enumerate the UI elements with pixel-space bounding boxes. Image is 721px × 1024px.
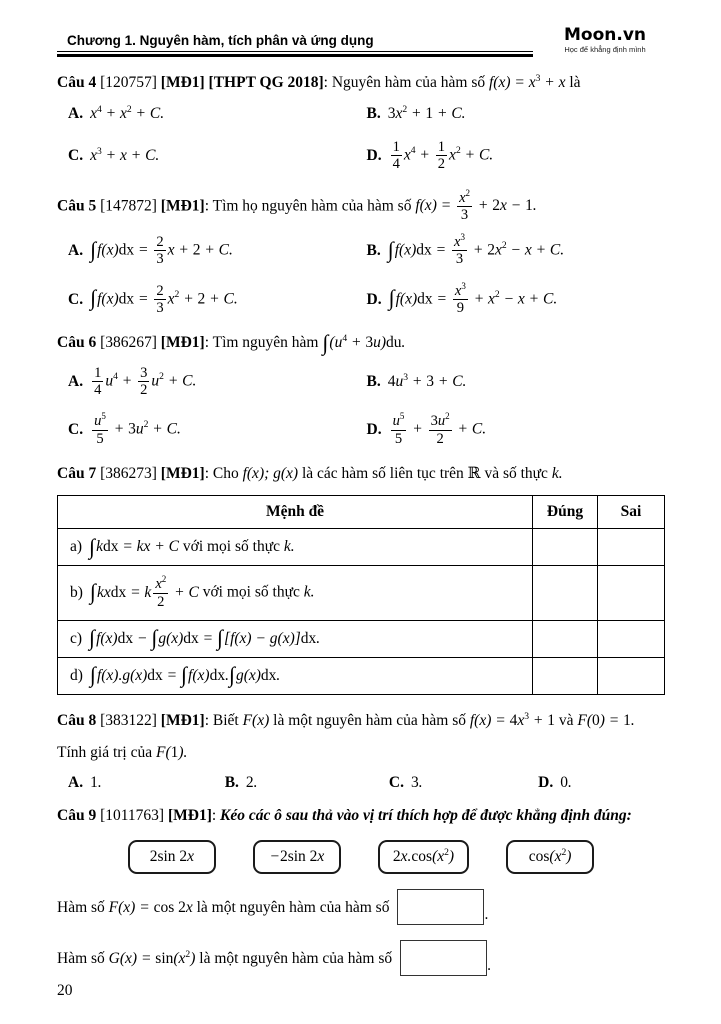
fill-text: Hàm số F(x) = cos 2x là một nguyên hàm của hàm số — [57, 898, 390, 916]
option-formula: $3x^2 + 1 + C$. — [387, 103, 466, 122]
table-row-a — [58, 529, 665, 566]
chip-formula: 2sin 2x — [149, 848, 195, 866]
question-separator: : — [204, 196, 209, 214]
question-code: [386273] — [100, 465, 157, 482]
option-formula: ∫f(x)dx = $\frac{2}{3}$ x + 2 + C. — [90, 234, 233, 268]
question-stem: Nguyên hàm của hàm số $f(x) = x^3 + x$ là — [327, 72, 581, 91]
option-letter: B. — [366, 372, 381, 390]
option-letter: D. — [366, 146, 382, 164]
question-number: Câu 7 — [57, 465, 97, 482]
option-letter: D. — [366, 421, 382, 439]
question-separator: : — [204, 712, 209, 730]
header-rule — [57, 54, 533, 57]
table-row-c — [58, 621, 665, 658]
option-d — [538, 772, 665, 794]
option-c — [68, 412, 367, 448]
question-stem: Tìm họ nguyên hàm của hàm số f(x) = $\frac{x^2}{3}$ + 2x − 1. — [209, 187, 537, 223]
option-a — [68, 103, 367, 125]
question-tags: [MĐ1] — [160, 334, 205, 352]
question-9-title — [57, 805, 665, 827]
sai-answer-cell[interactable] — [598, 621, 665, 658]
drag-chips-row — [57, 840, 665, 874]
option-d — [367, 412, 666, 448]
question-4-title — [57, 72, 665, 94]
question-7-title — [57, 463, 665, 485]
question-8-title — [57, 710, 665, 732]
question-tags: [MĐ1] [THPT QG 2018] — [160, 73, 324, 91]
option-formula: $4u^3 + 3 + C$. — [387, 371, 467, 390]
option-letter: A. — [68, 241, 84, 259]
question-9 — [57, 805, 665, 976]
question-6-title — [57, 329, 665, 355]
chip-formula: $\cos(x^2)$ — [528, 847, 572, 866]
option-letter: A. — [68, 774, 84, 791]
question-code: [1011763] — [100, 807, 165, 824]
question-number: Câu 9 — [57, 807, 97, 824]
option-formula: $\frac{1}{4}$ $x^4$ + $\frac{1}{2}$ $x^2 + C$. — [392, 138, 494, 173]
question-separator: : — [211, 807, 217, 824]
statement-cell — [58, 621, 533, 658]
question-tags: [MĐ1] — [160, 712, 205, 730]
true-false-table — [57, 495, 665, 695]
sai-answer-cell[interactable] — [598, 529, 665, 566]
answer-options — [68, 364, 665, 448]
option-formula: $x^3 + x + C$. — [90, 145, 160, 164]
option-c — [68, 138, 367, 174]
header-left — [57, 26, 533, 57]
question-number: Câu 4 — [57, 73, 97, 91]
drag-chip-4[interactable] — [506, 840, 594, 874]
column-header-sai: Sai — [598, 496, 665, 529]
option-b — [225, 772, 389, 794]
row-label: c) — [70, 630, 83, 648]
column-header-menh-de: Mệnh đề — [58, 496, 533, 529]
option-letter: C. — [68, 290, 84, 308]
statement-text: ∫kxdx = k $\frac{x^2}{2}$ + C với mọi số thực k. — [89, 574, 315, 610]
option-formula: $x^4 + x^2 + C$. — [90, 103, 165, 122]
option-c — [68, 282, 367, 318]
option-letter: C. — [68, 421, 84, 439]
option-letter: D. — [366, 290, 382, 308]
drag-instruction: Kéo các ô sau thả vào vị trí thích hợp để được khẳng định đúng: — [216, 807, 632, 824]
question-4 — [57, 72, 665, 174]
column-header-dung: Đúng — [533, 496, 598, 529]
option-b — [367, 233, 666, 269]
answer-options — [68, 772, 665, 794]
chapter-title: Chương 1. Nguyên hàm, tích phân và ứng dụng — [57, 33, 533, 52]
option-d — [367, 282, 666, 318]
option-letter: A. — [68, 104, 84, 122]
drag-chip-2[interactable] — [253, 840, 341, 874]
answer-options — [68, 233, 665, 317]
question-tags: [MĐ1] — [160, 465, 205, 482]
question-stem: Tìm nguyên hàm $\int(u^4 + 3u)du$. — [209, 329, 406, 355]
question-stem-line2: Tính giá trị của F(1). — [57, 743, 188, 761]
statement-text: ∫f(x).g(x)dx = ∫f(x)dx.∫g(x)dx. — [89, 662, 281, 688]
question-tags: [MĐ1] — [160, 196, 205, 214]
drop-target-box-1[interactable] — [397, 889, 484, 925]
question-separator: : — [204, 465, 209, 482]
option-formula: 2. — [245, 774, 258, 791]
option-formula: 0. — [560, 774, 572, 791]
sai-answer-cell[interactable] — [598, 566, 665, 621]
option-formula: $\frac{u^5}{5}$ + $3u^2 + C$. — [94, 411, 181, 447]
sai-answer-cell[interactable] — [598, 658, 665, 695]
fill-suffix: . — [487, 956, 491, 974]
fill-statement-1 — [57, 889, 665, 925]
question-number: Câu 6 — [57, 334, 97, 352]
chip-formula: $2x.\cos(x^2)$ — [392, 847, 455, 866]
page-header — [57, 26, 665, 57]
statement-cell — [58, 529, 533, 566]
answer-options — [68, 103, 665, 174]
question-5-title — [57, 189, 665, 225]
option-formula: ∫f(x)dx = $\frac{x^3}{9}$ + $x^2 - x + C$. — [388, 280, 558, 317]
statement-text: ∫kdx = kx + C với mọi số thực k. — [89, 533, 295, 559]
chip-formula: −2sin 2x — [269, 848, 325, 866]
option-letter: B. — [224, 774, 239, 791]
question-5 — [57, 189, 665, 318]
dung-answer-cell[interactable] — [533, 621, 598, 658]
table-row-b — [58, 566, 665, 621]
fill-statement-2 — [57, 940, 665, 976]
option-letter: C. — [68, 146, 84, 164]
question-code: [147872] — [100, 196, 157, 214]
row-label: b) — [70, 583, 83, 601]
question-code: [120757] — [100, 73, 157, 91]
option-letter: B. — [366, 241, 381, 259]
page-number: 20 — [57, 982, 73, 999]
question-code: [383122] — [100, 712, 157, 730]
option-letter: B. — [366, 104, 381, 122]
statement-text: ∫f(x)dx − ∫g(x)dx = ∫[f(x) − g(x)]dx. — [89, 625, 321, 651]
question-separator: : — [323, 73, 328, 91]
question-8 — [57, 710, 665, 794]
option-b — [367, 103, 666, 125]
option-formula: 1. — [90, 774, 102, 791]
row-label: d) — [70, 667, 83, 685]
table-header-row — [58, 496, 665, 529]
option-d — [367, 138, 666, 174]
option-a — [68, 364, 367, 400]
option-c — [389, 772, 538, 794]
option-letter: D. — [538, 774, 554, 791]
question-separator: : — [204, 334, 209, 352]
option-b — [367, 364, 666, 400]
drag-chip-3[interactable] — [378, 840, 469, 874]
statement-cell — [58, 566, 533, 621]
question-stem: Biết F(x) là một nguyên hàm của hàm số $f(x) = 4x^3 + 1$ và F(0) = 1. — [209, 710, 635, 730]
statement-cell — [58, 658, 533, 695]
option-a — [68, 772, 225, 794]
fill-suffix: . — [484, 905, 489, 923]
question-stem: Cho f(x); g(x) là các hàm số liên tục trên ℝ và số thực k. — [209, 465, 563, 482]
brand-tagline: Học để khẳng định mình — [564, 44, 646, 54]
question-number: Câu 8 — [57, 712, 97, 730]
brand-name: Moon.vn — [563, 25, 647, 45]
question-number: Câu 5 — [57, 196, 97, 214]
option-letter: A. — [68, 372, 84, 390]
option-formula: ∫f(x)dx = $\frac{2}{3}$ $x^2 + 2 + C$. — [90, 282, 238, 317]
table-row-d — [58, 658, 665, 695]
question-6 — [57, 329, 665, 448]
row-label: a) — [70, 538, 83, 556]
question-7 — [57, 463, 665, 695]
question-tags: [MĐ1] — [167, 807, 212, 824]
dung-answer-cell[interactable] — [533, 658, 598, 695]
option-formula: 3. — [410, 774, 423, 791]
fill-text: Hàm số $G(x) = \sin(x^2)$ là một nguyên hàm của hàm số — [57, 948, 393, 967]
option-formula: $\frac{1}{4}$ $u^4$ + $\frac{3}{2}$ $u^2 + C$. — [94, 364, 197, 399]
question-code: [386267] — [100, 334, 157, 352]
drop-target-box-2[interactable] — [400, 940, 487, 976]
option-letter: C. — [388, 774, 404, 791]
dung-answer-cell[interactable] — [533, 566, 598, 621]
drag-chip-1[interactable] — [128, 840, 216, 874]
option-a — [68, 233, 367, 269]
dung-answer-cell[interactable] — [533, 529, 598, 566]
option-formula: ∫f(x)dx = $\frac{x^3}{3}$ + $2x^2 - x + C$. — [387, 232, 565, 268]
option-formula: $\frac{u^5}{5}$ + $\frac{3u^2}{2}$ + C. — [392, 411, 487, 447]
brand-logo — [545, 26, 665, 54]
